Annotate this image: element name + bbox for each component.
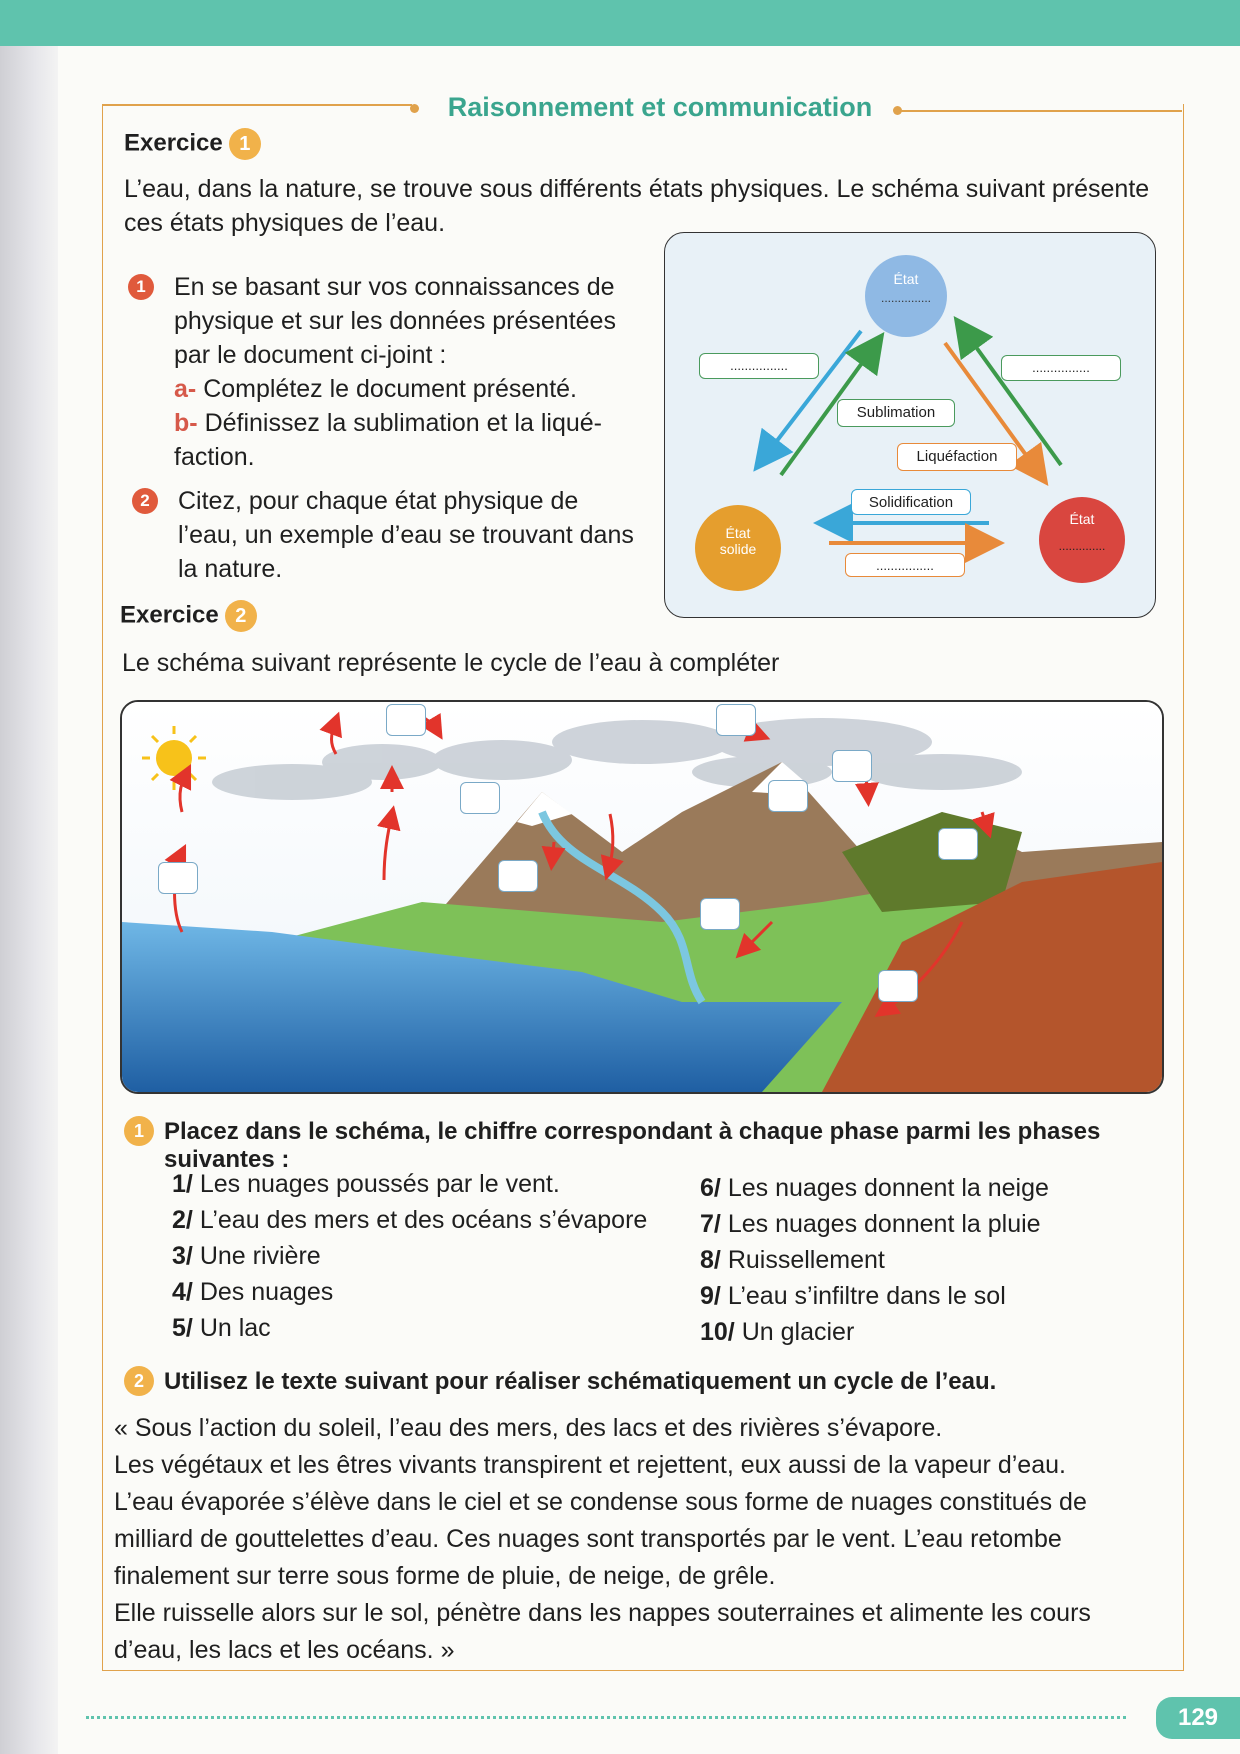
blank-left-transition[interactable]: ................ <box>699 353 819 379</box>
page-binding-shadow <box>0 0 58 1754</box>
liquid-state-label: État <box>1069 511 1095 527</box>
question-1a-text: Complétez le document présenté. <box>203 375 578 403</box>
quote-line: finalement sur terre sous forme de pluie, de neige, de grêle. <box>114 1562 776 1590</box>
question-2-line: la nature. <box>178 555 283 583</box>
question-1a-letter: a- <box>174 375 197 403</box>
phase-item <box>172 1166 692 1202</box>
quote-line: Elle ruisselle alors sur le sol, pénètre dans les nappes souterraines et alimente les cours <box>114 1599 1091 1627</box>
exercise-1-intro: L’eau, dans la nature, se trouve sous différents états physiques. Le schéma suivant présente ces états physiques de l’eau. <box>124 175 1150 237</box>
question-1-badge: 1 <box>128 274 154 300</box>
question-2-badge: 2 <box>132 488 158 514</box>
answer-box[interactable] <box>832 750 872 782</box>
solid-state-circle <box>695 505 781 591</box>
footer-dotted-line <box>86 1716 1126 1719</box>
question-1-text <box>174 270 664 474</box>
phase-text: Des nuages <box>199 1278 334 1306</box>
solid-state-label-2: solide <box>719 541 757 557</box>
section-title: Raisonnement et communication <box>447 92 873 122</box>
label-liquefaction: Liquéfaction <box>897 443 1017 471</box>
question-1b-text: Définissez la sublimation et la liqué- <box>204 409 602 437</box>
label-sublimation: Sublimation <box>837 399 955 427</box>
phase-number: 10/ <box>700 1318 735 1346</box>
phase-item <box>172 1274 692 1310</box>
answer-box[interactable] <box>878 970 918 1002</box>
phase-text: Ruissellement <box>727 1246 885 1274</box>
phase-text: Les nuages donnent la pluie <box>727 1210 1041 1238</box>
quote-line: milliard de gouttelettes d’eau. Ces nuages sont transportés par le vent. L’eau retombe <box>114 1525 1062 1553</box>
answer-box[interactable] <box>386 704 426 736</box>
answer-box[interactable] <box>158 862 198 894</box>
question-2-line: Citez, pour chaque état physique de <box>178 487 579 515</box>
exercise-2-question-1: Placez dans le schéma, le chiffre correspondant à chaque phase parmi les phases suivantes : <box>164 1118 1101 1173</box>
phase-number: 3/ <box>172 1242 193 1270</box>
answer-box[interactable] <box>700 898 740 930</box>
gas-state-blank[interactable]: ............... <box>880 291 931 305</box>
quote-line: « Sous l’action du soleil, l’eau des mers, des lacs et des rivières s’évapore. <box>114 1414 943 1442</box>
quote-paragraph <box>114 1410 1178 1669</box>
exercise-2-title-text: Exercice <box>120 601 219 629</box>
frame-dot-left <box>410 104 419 113</box>
exercise-2-title <box>120 600 257 632</box>
phase-text: L’eau des mers et des océans s’évapore <box>199 1206 648 1234</box>
quote-line: d’eau, les lacs et les océans. » <box>114 1636 455 1664</box>
phase-text: Les nuages donnent la neige <box>727 1174 1049 1202</box>
question-1-line: par le document ci-joint : <box>174 341 447 369</box>
answer-box[interactable] <box>498 860 538 892</box>
top-color-band <box>0 0 1240 46</box>
phase-item <box>172 1202 692 1238</box>
phase-text: L’eau s’infiltre dans le sol <box>727 1282 1006 1310</box>
exercise-2-question-2: Utilisez le texte suivant pour réaliser schématiquement un cycle de l’eau. <box>164 1368 997 1395</box>
question-1b <box>174 406 664 440</box>
phase-text: Un glacier <box>741 1318 855 1346</box>
exercise-1-title-text: Exercice <box>124 129 223 157</box>
frame-top-line-right <box>900 110 1182 112</box>
phase-item <box>172 1238 692 1274</box>
phase-number: 1/ <box>172 1170 193 1198</box>
liquid-state-blank[interactable]: .............. <box>1058 539 1106 553</box>
question-1-line: physique et sur les données présentées <box>174 307 616 335</box>
phase-number: 4/ <box>172 1278 193 1306</box>
question-1a <box>174 372 664 406</box>
blank-right-transition[interactable]: ................ <box>1001 355 1121 381</box>
phase-item <box>700 1314 1140 1350</box>
frame-top-line-left <box>102 104 412 106</box>
exercise-2-question-1-badge: 1 <box>124 1116 154 1146</box>
exercise-2-question-2-badge: 2 <box>124 1366 154 1396</box>
phase-item <box>700 1242 1140 1278</box>
label-solidification: Solidification <box>851 489 971 515</box>
arrow-gas-to-solid <box>763 331 861 459</box>
exercise-2-intro: Le schéma suivant représente le cycle de l’eau à compléter <box>122 649 780 677</box>
exercise-1-badge: 1 <box>229 128 261 160</box>
gas-state-label: État <box>893 271 919 287</box>
phases-list-left <box>172 1166 692 1346</box>
answer-box[interactable] <box>768 780 808 812</box>
phase-text: Les nuages poussés par le vent. <box>199 1170 560 1198</box>
phase-item <box>172 1310 692 1346</box>
water-cycle-drawing <box>122 702 1162 1092</box>
blank-bottom-transition[interactable]: ................ <box>845 553 965 577</box>
phase-number: 6/ <box>700 1174 721 1202</box>
quote-line: Les végétaux et les êtres vivants transpirent et rejettent, eux aussi de la vapeur d’eau. <box>114 1451 1066 1479</box>
question-1b-letter: b- <box>174 409 198 437</box>
phase-number: 2/ <box>172 1206 193 1234</box>
water-cycle-illustration <box>120 700 1164 1094</box>
phase-number: 5/ <box>172 1314 193 1342</box>
question-1b-line: faction. <box>174 443 255 471</box>
phase-text: Un lac <box>199 1314 271 1342</box>
page-number: 129 <box>1156 1697 1240 1739</box>
phase-number: 8/ <box>700 1246 721 1274</box>
quote-line: L’eau évaporée s’élève dans le ciel et se condense sous forme de nuages constitués de <box>114 1488 1087 1516</box>
exercise-2-badge: 2 <box>225 600 257 632</box>
solid-state-label: État <box>725 525 751 541</box>
frame-dot-right <box>893 106 902 115</box>
answer-box[interactable] <box>938 828 978 860</box>
exercise-1-title <box>124 128 261 160</box>
liquid-state-circle <box>1039 497 1125 583</box>
answer-box[interactable] <box>716 704 756 736</box>
states-diagram <box>664 232 1156 618</box>
phase-number: 9/ <box>700 1282 721 1310</box>
question-2-text <box>178 484 668 586</box>
answer-box[interactable] <box>460 782 500 814</box>
question-2-line: l’eau, un exemple d’eau se trouvant dans <box>178 521 634 549</box>
phase-item <box>700 1278 1140 1314</box>
gas-state-circle <box>865 255 947 337</box>
phases-list-right <box>700 1170 1140 1350</box>
phase-number: 7/ <box>700 1210 721 1238</box>
phase-text: Une rivière <box>199 1242 321 1270</box>
phase-item <box>700 1206 1140 1242</box>
question-1-line: En se basant sur vos connaissances de <box>174 273 615 301</box>
phase-item <box>700 1170 1140 1206</box>
